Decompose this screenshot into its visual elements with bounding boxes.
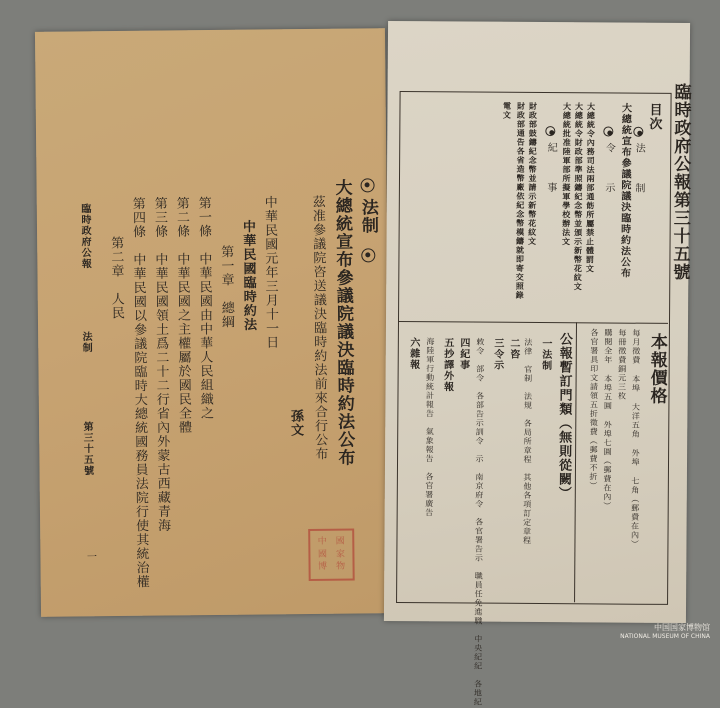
article: 第二條 中華民國之主權屬於國民全體 bbox=[173, 196, 192, 435]
article: 第三條 中華民國領土爲二十二行省內外蒙古西藏青海 bbox=[151, 196, 171, 533]
toc-section-sub: 示 bbox=[602, 182, 614, 194]
price-item: 購閱全年 本埠五圓 外埠七圓（郵費在內） bbox=[602, 328, 613, 511]
margin-label: 第三十五號 bbox=[81, 421, 93, 477]
toc-item: 大總統令內務司法兩部通飭所屬禁止體罰文 bbox=[585, 102, 597, 274]
margin-label: 臨時政府公報 bbox=[78, 203, 91, 270]
section-circle-icon bbox=[360, 178, 374, 192]
toc-item: 財政部通告各省造幣廠依紀念幣模鑄就即寄交照錄 bbox=[515, 101, 527, 300]
article: 第四條 中華民國以參議院臨時大總統國務員法院行使其統治權 bbox=[129, 196, 149, 589]
decree-title: 大總統宣布參議院議決臨時約法公布 bbox=[331, 178, 355, 467]
category-label: 三令示 bbox=[491, 337, 503, 371]
category-label: 六雜報 bbox=[407, 337, 419, 371]
toc-title: 目次 bbox=[646, 102, 662, 131]
section-circle-icon bbox=[545, 126, 555, 136]
article: 第一條 中華民國由中華人民組織之 bbox=[195, 196, 214, 421]
chapter-1: 第一章 總綱 bbox=[218, 244, 235, 329]
chapter-2: 第二章 人民 bbox=[108, 235, 124, 321]
toc-item: 電文 bbox=[502, 101, 513, 120]
price-title: 本報價格 bbox=[646, 332, 667, 405]
category-label: 二咨 bbox=[507, 337, 519, 360]
price-item: 各官署具印文請領五折徵費（郵費不折） bbox=[588, 328, 599, 491]
section-title: 法制 bbox=[357, 198, 379, 235]
signature: 孫文 bbox=[287, 409, 304, 438]
category-detail: 敕令 部令 各部告示訓令 示 南京府令 各官署告示 職員任免進職 中央紀紀 各地紀 bbox=[473, 337, 485, 707]
page-number: 一 bbox=[84, 551, 96, 563]
subscription-title: 公報暫訂門類（無則從闕） bbox=[555, 332, 572, 501]
category-label: 四紀事 bbox=[457, 337, 469, 371]
museum-logo bbox=[620, 623, 710, 640]
masthead: 臨時政府公報第三十五號 bbox=[669, 82, 691, 282]
section-circle-icon bbox=[633, 127, 643, 137]
museum-logo-en: NATIONAL MUSEUM OF CHINA bbox=[620, 632, 710, 640]
toc-section: 法 bbox=[633, 142, 645, 154]
toc-item: 財政部鼓鑄紀念幣並請示新幣花紋文 bbox=[527, 101, 539, 247]
category-label: 五抄譯外報 bbox=[441, 337, 453, 393]
toc-section-sub: 事 bbox=[544, 182, 556, 194]
category-detail: 法律 官制 法規 各局所章程 其他各項訂定章程 bbox=[522, 337, 533, 545]
section-circle-icon bbox=[361, 248, 375, 262]
margin-label: 法制 bbox=[80, 331, 92, 354]
museum-logo-cn: 中国国家博物馆 bbox=[654, 623, 710, 633]
price-item: 每月徵費 本埠 大洋五角 外埠 七角（郵費在內） bbox=[630, 328, 641, 549]
toc-item: 大總統宣布參議院議決臨時約法公布 bbox=[618, 102, 631, 279]
toc-section: 令 bbox=[603, 142, 615, 154]
decree-body: 茲准參議院咨送議決臨時約法前來合行公布 bbox=[309, 194, 328, 461]
toc-item: 大總統批准陸軍部所擬軍學校辦法文 bbox=[561, 102, 573, 247]
date: 中華民國元年三月十一日 bbox=[261, 195, 279, 350]
museum-seal-stamp: 中 國 國 家 博 物 bbox=[308, 529, 355, 581]
category-detail: 海陸軍行動統計報告 氣象報告 各官署廣告 bbox=[424, 337, 435, 518]
price-item: 每冊徵費銅元三枚 bbox=[617, 328, 627, 401]
toc-item: 大總統令財政部準照鑄紀念幣並頒示新幣花紋文 bbox=[573, 102, 585, 292]
left-page bbox=[35, 28, 391, 617]
section-circle-icon bbox=[603, 126, 613, 136]
law-title: 中華民國臨時約法 bbox=[239, 219, 257, 332]
toc-section-sub: 制 bbox=[632, 182, 644, 194]
category-label: 一法制 bbox=[539, 338, 551, 372]
toc-section: 紀 bbox=[545, 142, 557, 154]
